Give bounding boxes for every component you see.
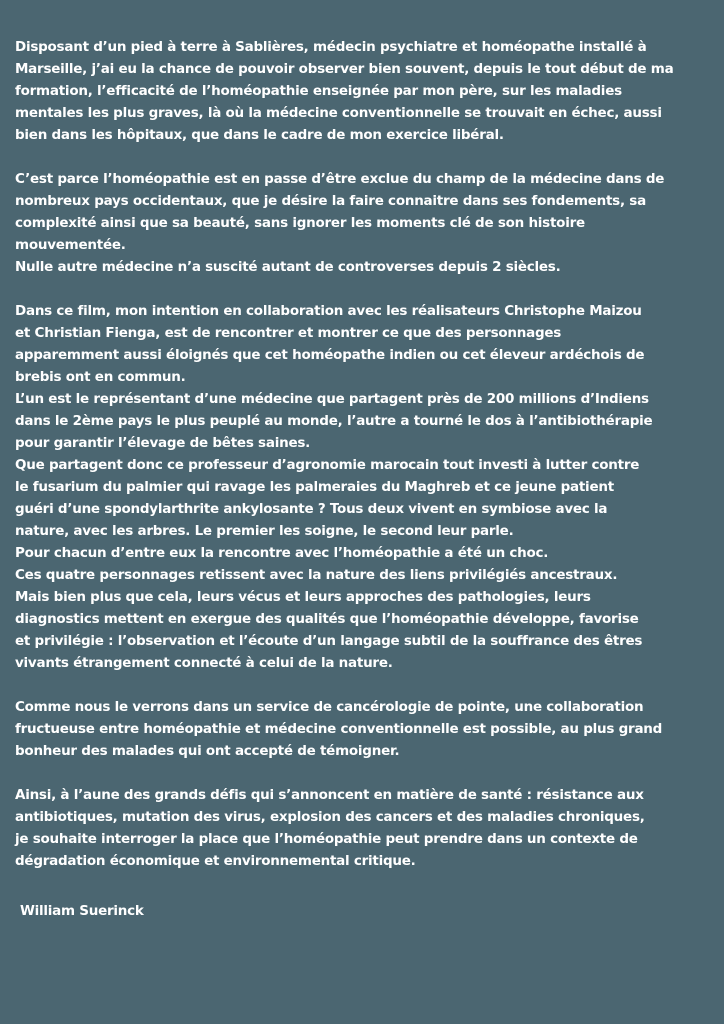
body-text (15, 36, 710, 872)
text-line: dans le 2ème pays le plus peuplé au monde, l’autre a tourné le dos à l’antibiothérapie (15, 413, 653, 429)
paragraph-3 (15, 300, 710, 674)
text-line: bien dans les hôpitaux, que dans le cadre de mon exercice libéral. (15, 127, 504, 143)
text-line: je souhaite interroger la place que l’homéopathie peut prendre dans un contexte de (15, 831, 638, 847)
text-line: brebis ont en commun. (15, 369, 186, 385)
text-line: nature, avec les arbres. Le premier les soigne, le second leur parle. (15, 523, 514, 539)
text-line: Mais bien plus que cela, leurs vécus et leurs approches des pathologies, leurs (15, 589, 591, 605)
text-line: diagnostics mettent en exergue des qualités que l’homéopathie développe, favorise (15, 611, 639, 627)
text-line: pour garantir l’élevage de bêtes saines. (15, 435, 311, 451)
text-line: Dans ce film, mon intention en collaboration avec les réalisateurs Christophe Maizou (15, 303, 642, 319)
text-line: apparemment aussi éloignés que cet homéopathe indien ou cet éleveur ardéchois de (15, 347, 645, 363)
text-line: fructueuse entre homéopathie et médecine conventionnelle est possible, au plus grand (15, 721, 663, 737)
text-line: Ainsi, à l’aune des grands défis qui s’annoncent en matière de santé : résistance aux (15, 787, 644, 803)
text-line: dégradation économique et environnemental critique. (15, 853, 416, 869)
paragraph-4 (15, 696, 710, 762)
text-line: et Christian Fienga, est de rencontrer et montrer ce que des personnages (15, 325, 562, 341)
text-line: mouvementée. (15, 237, 126, 253)
paragraph-5 (15, 784, 710, 872)
paragraph-2 (15, 168, 710, 278)
text-line: Pour chacun d’entre eux la rencontre avec l’homéopathie a été un choc. (15, 545, 549, 561)
text-line: guéri d’une spondylarthrite ankylosante ? Tous deux vivent en symbiose avec la (15, 501, 608, 517)
text-line: Que partagent donc ce professeur d’agronomie marocain tout investi à lutter contre (15, 457, 640, 473)
text-line: bonheur des malades qui ont accepté de témoigner. (15, 743, 400, 759)
paragraph-1 (15, 36, 710, 146)
text-line: Marseille, j’ai eu la chance de pouvoir observer bien souvent, depuis le tout début de ma (15, 61, 674, 77)
text-line: complexité ainsi que sa beauté, sans ignorer les moments clé de son histoire (15, 215, 585, 231)
text-line: Disposant d’un pied à terre à Sablières, médecin psychiatre et homéopathe installé à (15, 39, 647, 55)
text-line: antibiotiques, mutation des virus, explosion des cancers et des maladies chroniques, (15, 809, 645, 825)
text-line: Comme nous le verrons dans un service de cancérologie de pointe, une collaboration (15, 699, 644, 715)
text-line: L’un est le représentant d’une médecine que partagent près de 200 millions d’Indiens (15, 391, 649, 407)
text-line: vivants étrangement connecté à celui de la nature. (15, 655, 393, 671)
text-line: C’est parce l’homéopathie est en passe d’être exclue du champ de la médecine dans de (15, 171, 665, 187)
text-line: Ces quatre personnages retissent avec la nature des liens privilégiés ancestraux. (15, 567, 618, 583)
text-line: Nulle autre médecine n’a suscité autant de controverses depuis 2 siècles. (15, 259, 561, 275)
text-line: mentales les plus graves, là où la médecine conventionnelle se trouvait en échec, aussi (15, 105, 662, 121)
text-line: nombreux pays occidentaux, que je désire la faire connaitre dans ses fondements, sa (15, 193, 646, 209)
text-line: et privilégie : l’observation et l’écoute d’un langage subtil de la souffrance des êtres (15, 633, 643, 649)
text-line: le fusarium du palmier qui ravage les palmeraies du Maghreb et ce jeune patient (15, 479, 614, 495)
author-signature: William Suerinck (20, 903, 144, 919)
text-line: formation, l’efficacité de l’homéopathie enseignée par mon père, sur les maladies (15, 83, 622, 99)
